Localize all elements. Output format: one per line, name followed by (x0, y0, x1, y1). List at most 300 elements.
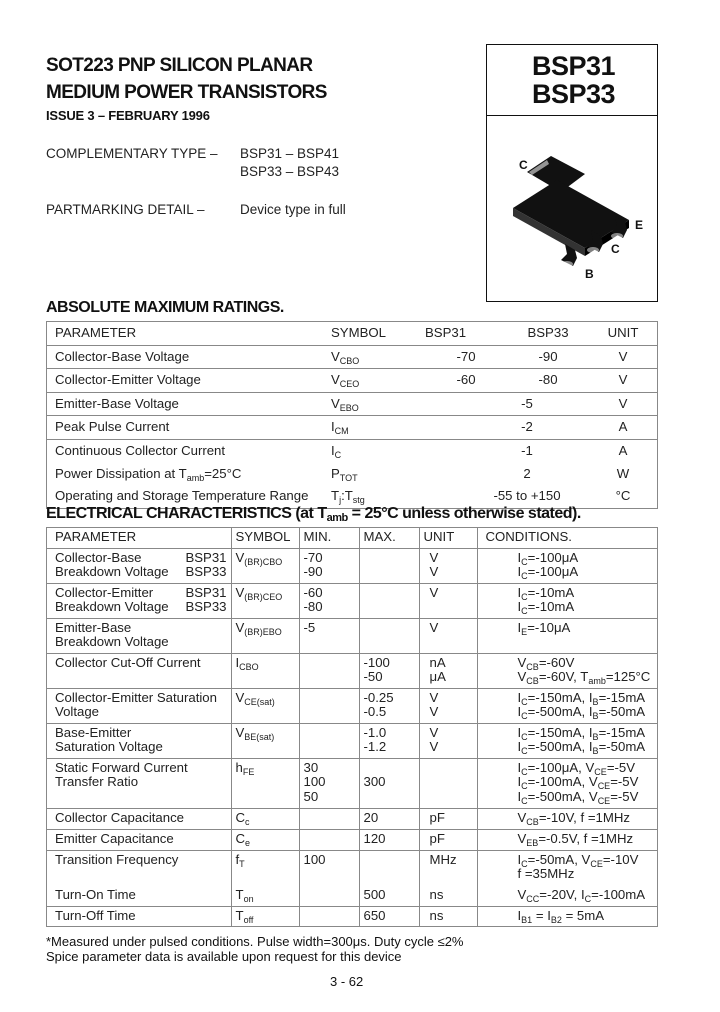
ec-min (299, 583, 359, 618)
ec-text: V (235, 724, 245, 740)
amr-cell: -90 (538, 348, 558, 364)
amr-param-end: =25°C (204, 465, 242, 481)
ec-text: -80 (303, 599, 323, 614)
ec-text: -5 (303, 619, 316, 635)
partmarking-value: Device type in full (240, 202, 346, 217)
amr-cell (331, 392, 425, 416)
ec-max: 500 (359, 886, 419, 906)
ec-text: Saturation Voltage (55, 739, 163, 754)
ec-text: Collector-Emitter Saturation (55, 689, 217, 705)
ec-text: C (235, 809, 246, 825)
ec-text: =-20V, I (539, 887, 585, 902)
ec-sub: C (521, 746, 528, 756)
ec-text: V (429, 724, 439, 740)
ec-sub: CB (526, 676, 539, 686)
ec-min: 100 (299, 850, 359, 886)
ec-title-b: = 25°C unless otherwise stated). (347, 505, 581, 522)
pin-label-b: B (585, 267, 594, 281)
ec-h-conditions: CONDITIONS. (477, 528, 657, 548)
amr-cell: -55 to +150 (493, 488, 561, 504)
ec-max (359, 653, 419, 688)
amr-sym-2: :T (341, 488, 353, 504)
ec-text: I (517, 599, 522, 614)
ec-sub: CE(sat) (244, 696, 275, 707)
ec-text: =-50mA, V (527, 851, 591, 867)
ec-max: 20 (359, 808, 419, 829)
ec-text: -90 (303, 564, 323, 579)
ec-sub: B (592, 746, 599, 756)
ec-sub: CB (526, 816, 539, 827)
ec-text: Breakdown Voltage (55, 564, 169, 579)
ec-h-unit: UNIT (419, 528, 477, 548)
ec-param (47, 583, 231, 618)
ec-text: =-500mA, V (527, 788, 598, 804)
ec-sub: C (521, 556, 528, 567)
ec-sub: BE(sat) (244, 731, 275, 742)
ec-text: =-100μA (527, 549, 579, 565)
ec-sub: T (239, 858, 245, 869)
amr-table (46, 321, 658, 509)
ec-text: BSP33 (185, 599, 227, 614)
ec-symbol (231, 653, 299, 688)
ec-text: =-10V, f =1MHz (538, 809, 630, 825)
ec-unit (419, 583, 477, 618)
ec-title-sub: amb (326, 512, 348, 524)
ec-max (359, 723, 419, 758)
ec-text: -70 (303, 549, 323, 565)
ec-text: 30 (303, 759, 319, 775)
ec-text: -60 (303, 584, 323, 600)
amr-sym-sub-2: stg (352, 495, 365, 506)
ec-sub: CC (526, 894, 540, 904)
amr-sym: V (331, 372, 340, 388)
ec-text: Breakdown Voltage (55, 634, 169, 649)
amr-cell: -1 (521, 442, 533, 458)
ec-sub: C (521, 781, 528, 791)
ec-text: V (235, 619, 245, 635)
ec-unit (419, 548, 477, 583)
amr-cell: -2 (521, 419, 533, 435)
ec-min (299, 886, 359, 906)
amr-sym: V (331, 348, 340, 364)
amr-cell: W (616, 465, 630, 481)
ec-text: V (517, 809, 527, 825)
ec-symbol (231, 583, 299, 618)
amr-sym-sub: CBO (339, 355, 360, 366)
ec-text: I (517, 584, 522, 600)
table-row (47, 548, 657, 583)
ec-param: Emitter Capacitance (55, 830, 174, 846)
ec-text: V (517, 830, 527, 846)
amr-cell (331, 416, 425, 440)
ec-min (299, 688, 359, 723)
ec-text: V (429, 619, 439, 635)
ec-sub: CB (526, 661, 539, 672)
ec-sub: amb (588, 676, 606, 686)
ec-text: -100 (363, 654, 390, 670)
ec-text: I (517, 704, 522, 719)
ec-text: Collector-Emitter (55, 584, 154, 600)
table-row (47, 618, 657, 653)
ec-text: h (235, 759, 243, 775)
ec-text: T (235, 887, 244, 902)
ec-text: Static Forward Current (55, 759, 188, 775)
ec-text: 100 (303, 774, 326, 789)
ec-text: nA (429, 654, 446, 670)
ec-text: I (517, 788, 522, 804)
ec-text: Transfer Ratio (55, 774, 139, 789)
ec-sub: e (245, 837, 251, 848)
ec-max (359, 688, 419, 723)
ec-text: I (517, 564, 522, 579)
amr-cell: V (618, 348, 628, 364)
ec-text: =-5V (606, 759, 636, 775)
part-number-box (486, 44, 658, 116)
amr-cell: Peak Pulse Current (55, 419, 170, 435)
ec-text: I (517, 689, 522, 705)
ec-table (46, 527, 658, 927)
amr-cell: A (618, 419, 628, 435)
complementary-value-1: BSP31 – BSP41 (240, 146, 340, 161)
ec-text: =-100μA, V (527, 759, 595, 775)
amr-sym: V (331, 395, 340, 411)
ec-conditions (477, 829, 657, 850)
amr-cell (331, 369, 425, 393)
ec-text: =-5V (610, 788, 639, 804)
ec-param: Turn-On Time (55, 887, 136, 902)
ec-param: Turn-Off Time (55, 907, 136, 923)
amr-cell (331, 345, 425, 369)
ec-unit: MHz (419, 850, 477, 886)
ec-conditions (477, 850, 657, 886)
ec-symbol (231, 688, 299, 723)
table-row (47, 653, 657, 688)
ec-conditions (477, 548, 657, 583)
ec-text: Emitter-Base (55, 619, 132, 635)
ec-text: =-500mA, I (527, 739, 593, 754)
amr-cell: -70 (456, 348, 476, 364)
ec-text: =-500mA, I (527, 704, 593, 719)
ec-header-row (47, 528, 657, 548)
amr-header-row (47, 322, 657, 345)
amr-h-bsp33: BSP33 (527, 325, 569, 340)
ec-text: I (235, 654, 240, 670)
ec-text: f (235, 851, 240, 867)
ec-conditions (477, 886, 657, 906)
ec-sub: FE (242, 766, 255, 777)
ec-sub: B (592, 731, 599, 742)
table-row (47, 688, 657, 723)
footnote-pulsed: *Measured under pulsed conditions. Pulse width=300μs. Duty cycle ≤2% (46, 934, 464, 949)
ec-text: I (517, 851, 522, 867)
ec-text: V (235, 689, 245, 705)
ec-param (47, 653, 231, 688)
ec-min (299, 548, 359, 583)
ec-symbol (231, 548, 299, 583)
ec-conditions (477, 618, 657, 653)
ec-text: μA (429, 669, 446, 684)
ec-sub: C (521, 795, 528, 806)
ec-max (359, 758, 419, 808)
ec-text: Collector-Base (55, 549, 142, 565)
amr-cell: V (618, 395, 628, 411)
ec-sub: off (243, 914, 254, 925)
table-row (47, 906, 657, 926)
ec-param: Transition Frequency (55, 851, 179, 867)
page-number: 3 - 62 (330, 974, 364, 989)
ec-text: V (517, 669, 527, 684)
ec-sub: (BR)CBO (244, 556, 283, 567)
amr-cell: -80 (538, 372, 558, 388)
ec-max (359, 548, 419, 583)
ec-sub: CE (590, 858, 603, 869)
issue-date: ISSUE 3 – FEBRUARY 1996 (46, 108, 210, 123)
amr-cell: Collector-Base Voltage (55, 348, 190, 364)
ec-text: -50 (363, 669, 383, 684)
ec-sub: B2 (550, 914, 562, 925)
ec-text: =-15mA (598, 689, 646, 705)
ec-text: =-50mA (598, 704, 646, 719)
ec-min (299, 723, 359, 758)
amr-cell (331, 463, 425, 486)
amr-sym-sub: CEO (339, 379, 360, 390)
ec-sub: C (521, 696, 528, 707)
ec-symbol (231, 906, 299, 926)
ec-param (47, 548, 231, 583)
ec-text: Collector Cut-Off Current (55, 654, 201, 670)
ec-param (47, 758, 231, 808)
table-row (47, 829, 657, 850)
amr-h-param: PARAMETER (55, 325, 137, 340)
ec-text: -1.2 (363, 739, 387, 754)
ec-text: V (235, 549, 245, 565)
amr-sym-sub: TOT (339, 472, 358, 483)
complementary-label: COMPLEMENTARY TYPE – (46, 146, 218, 161)
table-row (47, 345, 657, 369)
footnote-spice: Spice parameter data is available upon request for this device (46, 948, 402, 964)
ec-unit (419, 723, 477, 758)
ec-text: I (517, 739, 522, 754)
table-row (47, 439, 657, 462)
ec-conditions (477, 758, 657, 808)
ec-sub: CBO (239, 661, 259, 672)
ec-text: =-50mA (598, 739, 646, 754)
ec-text: V (517, 887, 527, 902)
ec-text: BSP33 (185, 564, 227, 579)
ec-sub: c (245, 816, 250, 827)
ec-text: V (429, 549, 439, 565)
ec-symbol (231, 758, 299, 808)
amr-sym: I (331, 442, 335, 458)
ec-text: =-100mA (591, 887, 646, 902)
title-line-2: MEDIUM POWER TRANSISTORS (46, 82, 327, 103)
ec-text: V (429, 564, 439, 579)
amr-param: Power Dissipation at T (55, 465, 187, 481)
ec-min (299, 829, 359, 850)
ec-min (299, 808, 359, 829)
ec-sub: CE (597, 795, 611, 806)
ec-text: C (235, 830, 246, 846)
ec-sub: on (243, 894, 254, 904)
ec-text: =-60V, T (538, 669, 589, 684)
ec-unit (419, 688, 477, 723)
ec-text: V (517, 654, 527, 670)
ec-symbol (231, 886, 299, 906)
ec-sub: B (592, 696, 599, 707)
ec-text: =-10μA (527, 619, 571, 635)
amr-cell: Collector-Emitter Voltage (55, 372, 201, 388)
ec-text: V (235, 584, 245, 600)
amr-sym-sub: C (334, 449, 342, 460)
partmarking-label: PARTMARKING DETAIL – (46, 202, 205, 217)
table-row (47, 886, 657, 906)
ec-sub: C (584, 894, 592, 904)
ec-text: BSP31 (185, 584, 227, 600)
ec-text: =125°C (605, 669, 651, 684)
ec-unit (419, 653, 477, 688)
ec-text: I (517, 774, 522, 789)
amr-param-sub: amb (186, 472, 205, 483)
ec-text: =-150mA, I (527, 689, 593, 705)
table-row (47, 392, 657, 416)
ec-text: Base-Emitter (55, 724, 132, 740)
ec-text: =-100mA, V (527, 774, 598, 789)
amr-cell: 2 (523, 465, 531, 481)
ec-text: =-10mA (527, 584, 575, 600)
ec-text: V (429, 739, 439, 754)
ec-min (299, 653, 359, 688)
amr-sym: I (331, 419, 335, 435)
ec-symbol (231, 723, 299, 758)
ec-text: Voltage (55, 704, 99, 719)
ec-param (47, 723, 231, 758)
table-row (47, 758, 657, 808)
ec-conditions (477, 653, 657, 688)
ec-min (299, 906, 359, 926)
amr-h-bsp31: BSP31 (425, 325, 467, 340)
table-row (47, 808, 657, 829)
ec-text: = 5mA (561, 907, 605, 923)
ec-symbol (231, 850, 299, 886)
amr-sym-sub: j (339, 495, 342, 506)
ec-conditions (477, 808, 657, 829)
ec-text: =-5V (610, 774, 639, 789)
ec-sub: C (521, 766, 528, 777)
ec-max (359, 850, 419, 886)
ec-conditions (477, 723, 657, 758)
document-title (46, 52, 327, 106)
ec-sub: (BR)EBO (244, 626, 282, 637)
amr-section-title: ABSOLUTE MAXIMUM RATINGS. (46, 299, 284, 316)
ec-unit: ns (419, 886, 477, 906)
ec-text: V (429, 704, 439, 719)
ec-symbol (231, 808, 299, 829)
ec-symbol (231, 618, 299, 653)
pin-label-e: E (635, 218, 644, 232)
table-row (47, 850, 657, 886)
part-number-bsp33: BSP33 (532, 79, 616, 109)
package-drawing-box (486, 116, 658, 302)
ec-unit (419, 758, 477, 808)
ec-conditions (477, 688, 657, 723)
ec-h-symbol: SYMBOL (231, 528, 299, 548)
amr-cell: Operating and Storage Temperature Range (55, 488, 309, 504)
ec-text: =-0.5V, f =1MHz (538, 830, 634, 846)
ec-sub: CE (597, 781, 611, 791)
amr-cell: A (618, 442, 628, 458)
amr-cell: -5 (521, 395, 533, 411)
footnotes (46, 935, 464, 964)
ec-param: Collector Capacitance (55, 809, 185, 825)
ec-title-a: ELECTRICAL CHARACTERISTICS (at T (46, 505, 327, 522)
ec-sub: CE (594, 766, 607, 777)
amr-sym: T (331, 488, 340, 504)
ec-text: =-100μA (527, 564, 579, 579)
ec-text: T (235, 907, 244, 923)
ec-conditions (477, 583, 657, 618)
ec-text: =-15mA (598, 724, 646, 740)
ec-min (299, 618, 359, 653)
title-line-1: SOT223 PNP SILICON PLANAR (46, 55, 313, 76)
amr-cell (47, 463, 331, 486)
ec-text: V (429, 689, 439, 705)
ec-text: =-150mA, I (527, 724, 593, 740)
ec-text: I (517, 759, 522, 775)
ec-text: -0.5 (363, 704, 387, 719)
amr-sym: P (331, 465, 340, 481)
ec-text: 50 (303, 788, 319, 804)
table-row (47, 463, 657, 486)
table-row (47, 416, 657, 440)
amr-cell: °C (615, 488, 631, 504)
amr-sym-sub: CM (334, 426, 349, 437)
ec-text: =-10V (602, 851, 639, 867)
table-row (47, 723, 657, 758)
ec-param (47, 688, 231, 723)
ec-text: I (517, 619, 522, 635)
ec-h-param: PARAMETER (55, 529, 137, 544)
ec-unit: ns (419, 906, 477, 926)
amr-sym-sub: EBO (339, 402, 359, 413)
ec-sub: (BR)CEO (244, 591, 283, 602)
table-row (47, 583, 657, 618)
ec-text: -1.0 (363, 724, 387, 740)
ec-sub: C (521, 731, 528, 742)
ec-sub: B (592, 711, 599, 721)
ec-symbol (231, 829, 299, 850)
ec-h-min: MIN. (299, 528, 359, 548)
ec-sub: C (521, 591, 528, 602)
ec-max (359, 618, 419, 653)
ec-sub: EB (526, 837, 539, 848)
sot223-package-icon (487, 116, 657, 302)
amr-cell: Emitter-Base Voltage (55, 395, 179, 411)
amr-h-unit: UNIT (607, 325, 639, 340)
part-number-bsp31: BSP31 (532, 51, 616, 81)
ec-text: BSP31 (185, 549, 227, 565)
ec-unit: pF (419, 829, 477, 850)
pin-label-c: C (611, 242, 620, 256)
ec-text: I (517, 907, 522, 923)
ec-sub: C (521, 711, 528, 721)
ec-text: Breakdown Voltage (55, 599, 169, 614)
ec-text: =-10mA (527, 599, 575, 614)
ec-text: I (517, 549, 522, 565)
ec-text: -0.25 (363, 689, 394, 705)
ec-max (359, 583, 419, 618)
ec-text: =-60V (538, 654, 575, 670)
ec-conditions (477, 906, 657, 926)
